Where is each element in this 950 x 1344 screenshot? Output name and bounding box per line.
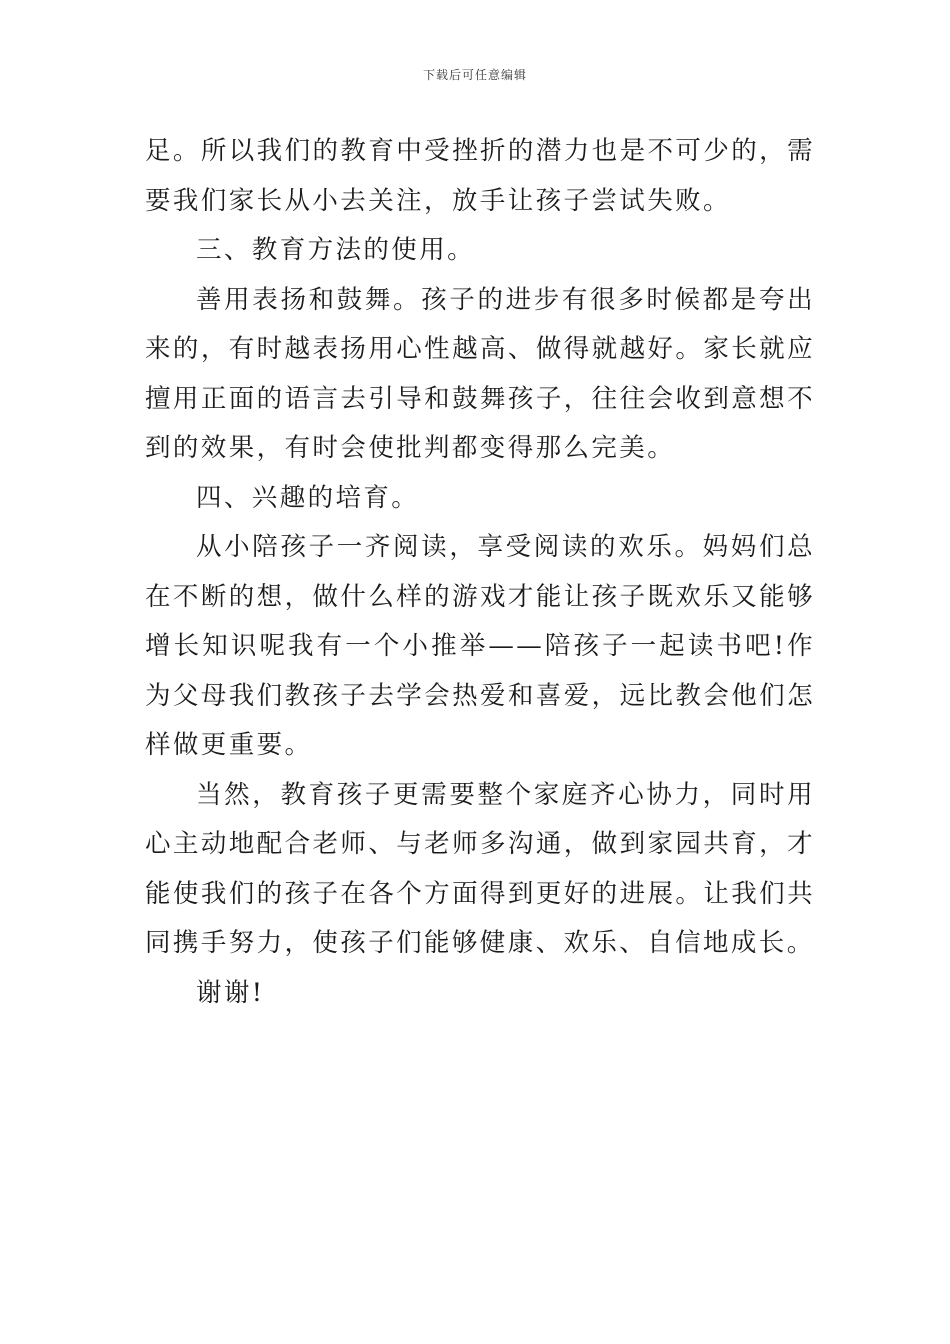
page-header: 下载后可任意编辑 [422,68,527,82]
section-heading-interest: 四、兴趣的培育。 [196,482,420,513]
paragraph-conclusion: 当然，教育孩子更需要整个家庭齐心协力，同时用心主动地配合老师、与老师多沟通，做到家园共育，才能使我们的孩子在各个方面得到更好的进展。让我们共同携手努力，使孩子们能够健康、欢乐、自信地成长。 [145,779,815,958]
paragraph-reading: 从小陪孩子一齐阅读，享受阅读的欢乐。妈妈们总在不断的想，做什么样的游戏才能让孩子既欢乐又能够增长知识呢我有一个小推举——陪孩子一起读书吧!作为父母我们教孩子去学会热爱和喜爱，远比教会他们怎样做更重要。 [145,532,815,760]
paragraph-continuation: 足。所以我们的教育中受挫折的潜力也是不可少的，需要我们家长从小去关注，放手让孩子尝试失败。 [145,136,815,216]
closing-thanks: 谢谢! [196,977,265,1008]
section-heading-teaching-methods: 三、教育方法的使用。 [196,235,476,265]
document-body [145,127,815,1018]
paragraph-praise: 善用表扬和鼓舞。孩子的进步有很多时候都是夸出来的，有时越表扬用心性越高、做得就越好。家长就应擅用正面的语言去引导和鼓舞孩子，往往会收到意想不到的效果，有时会使批判都变得那么完美。 [145,284,815,463]
